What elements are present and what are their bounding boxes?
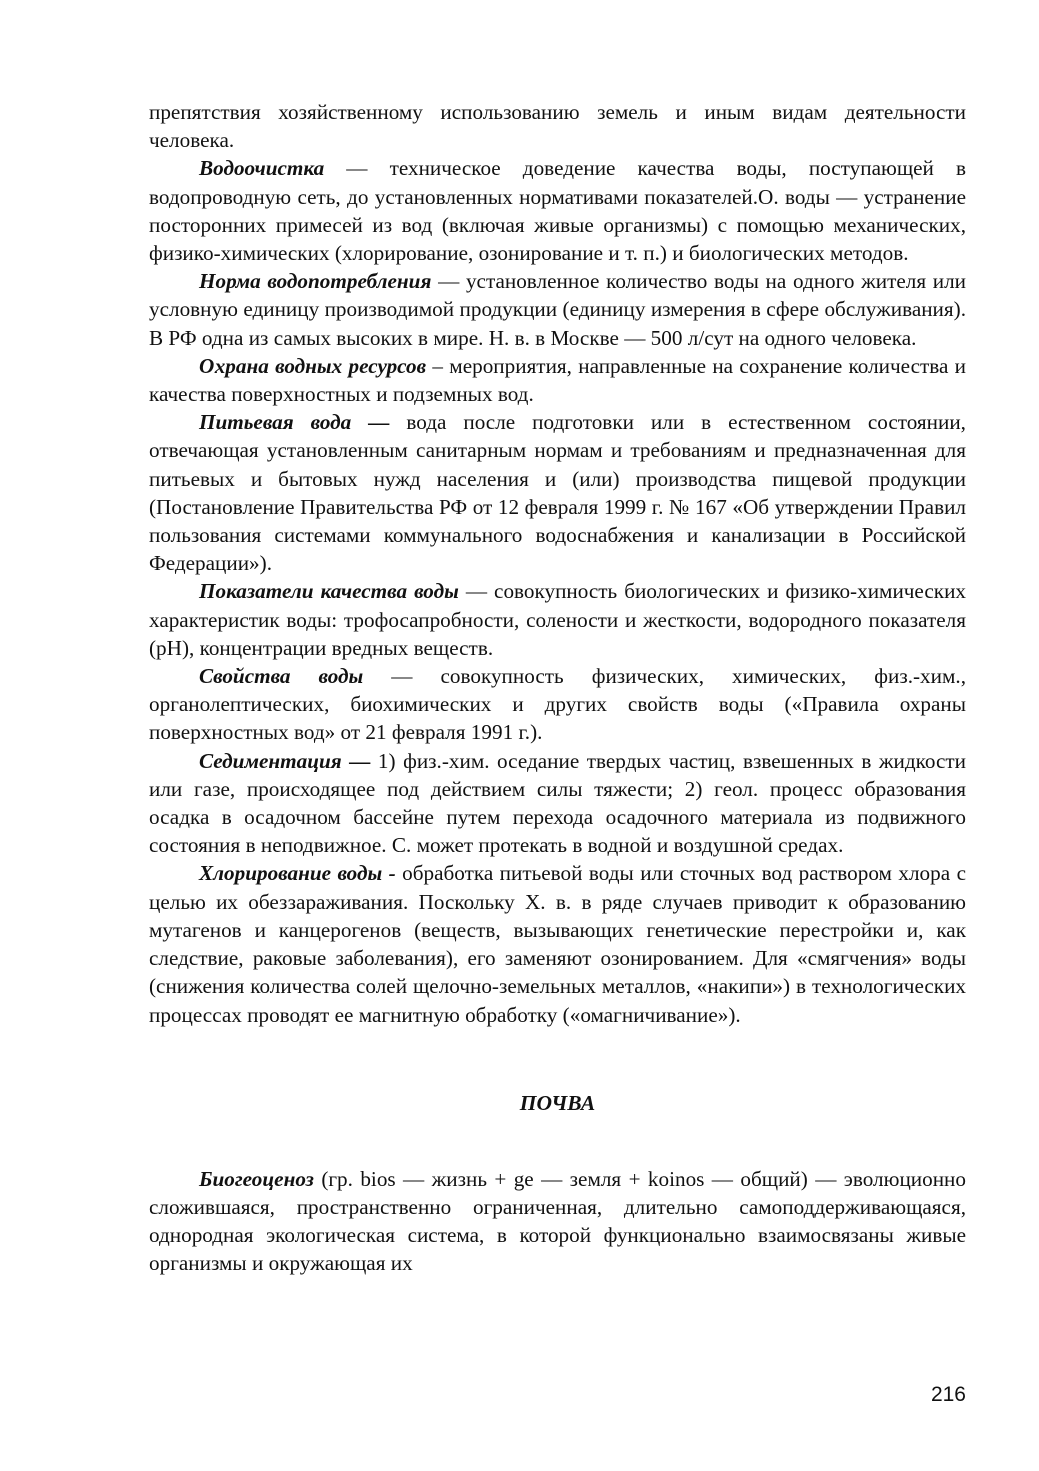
glossary-definition: (гр. bios — жизнь + ge — земля + koinos — общий) — эволюционно сложившаяся, пространственно ограниченная, длительно самоподдерживающаяся, однородная экологическая система, в которой функционально взаимосвязаны живые организмы и окружающая их [149,1166,966,1276]
glossary-definition: обработка питьевой воды или сточных вод раствором хлора с целью их обеззараживания. Поскольку X. в. в ряде случаев приводит к образованию мутагенов и канцерогенов (веществ, вызывающих генетические перестройки и, как следствие, раковые заболевания), его заменяют озонированием. Для «смягчения» воды (снижения количества солей щелочно-земельных металлов, «накипи») в технологических процессах проводят ее магнитную обработку («омагничивание»). [149,861,966,1027]
glossary-entry [149,267,966,352]
glossary-entry [149,577,966,662]
page-number: 216 [930,1383,966,1406]
glossary-entry [149,98,966,154]
glossary-term: Норма водопотребления [199,269,432,294]
glossary-entry [149,747,966,860]
glossary-term: Седиментация — [199,748,371,773]
paragraphs-after [149,1165,966,1278]
glossary-definition: — совокупность физических, химических, физ.-хим., органолептических, биохимических и других свойств воды («Правила охраны поверхностных вод» от 21 февраля 1991 г.). [149,664,966,745]
glossary-definition: — техническое доведение качества воды, поступающей в водопроводную сеть, до установленных нормативами показателей.О. воды — устранение посторонних примесей из вод (включая живые организмы) с помощью механических, физико-химических (хлорирование, озонирование и т. п.) и биологических методов. [149,156,966,266]
glossary-term: Водоочистка [199,156,325,181]
glossary-entry [149,859,966,1028]
glossary-entry [149,408,966,577]
glossary-entry [149,662,966,747]
glossary-term: Охрана водных ресурсов [199,353,427,378]
glossary-term: Показатели качества воды [199,579,459,604]
page-body [149,98,966,1278]
glossary-term: Свойства воды [199,664,364,689]
paragraphs-before [149,98,966,1029]
glossary-definition: — установленное количество воды на одного жителя или условную единицу производимой продукции (единицу измерения в сфере обслуживания). В РФ одна из самых высоких в мире. Н. в. в Москве — 500 л/сут на одного человека. [149,269,967,350]
glossary-term: Хлорирование воды - [199,861,396,886]
glossary-definition: 1) физ.-хим. оседание твердых частиц, взвешенных в жидкости или газе, происходящее под действием силы тяжести; 2) геол. процесс образования осадка в осадочном бассейне путем перехода осадочного материала из подвижного состояния в неподвижное. С. может протекать в водной и воздушной средах. [149,748,966,858]
glossary-term: Питьевая вода — [199,410,390,435]
glossary-definition: — совокупность биологических и физико-химических характеристик воды: трофосапробности, солености и жесткости, водородного показателя (pH), концентрации вредных веществ. [149,579,966,660]
glossary-entry [149,1165,966,1278]
glossary-definition: препятствия хозяйственному использованию земель и иным видам деятельности человека. [149,100,966,153]
glossary-entry [149,154,966,267]
glossary-entry [149,352,966,408]
glossary-definition: вода после подготовки или в естественном состоянии, отвечающая установленным санитарным нормам и требованиям и предназначенная для питьевых и бытовых нужд населения и (или) производства пищевой продукции (Постановление Правительства РФ от 12 февраля 1999 г. № 167 «Об утверждении Правил пользования системами коммунального водоснабжения и канализации в Российской Федерации»). [149,410,966,576]
glossary-definition: – мероприятия, направленные на сохранение количества и качества поверхностных и подземных вод. [149,353,966,407]
glossary-term: Биогеоценоз [199,1166,314,1191]
section-title: ПОЧВА [519,1090,596,1115]
